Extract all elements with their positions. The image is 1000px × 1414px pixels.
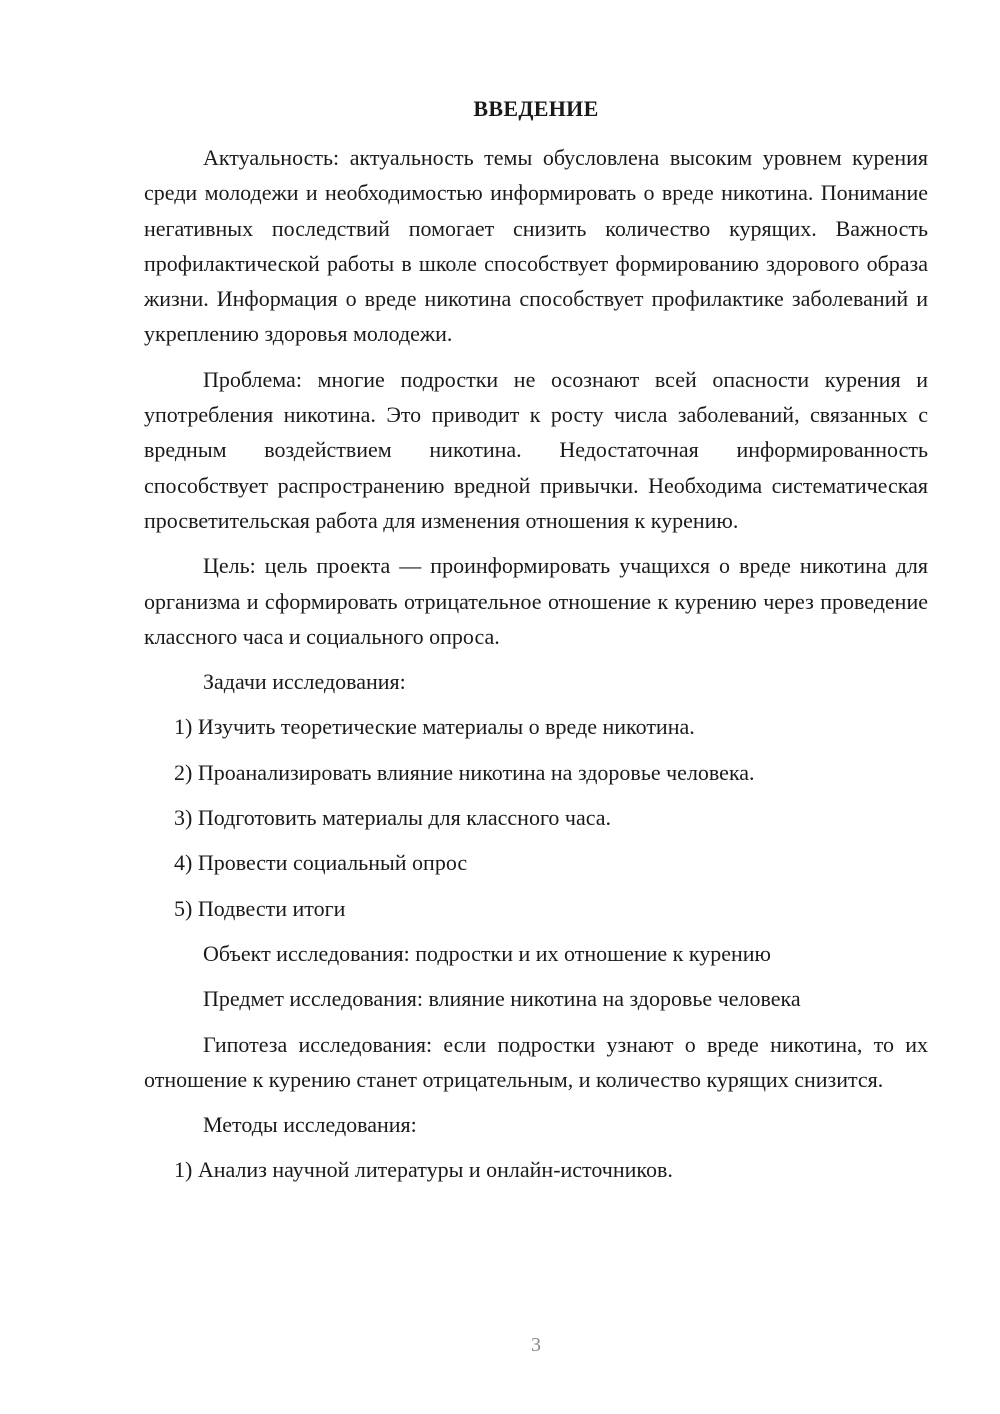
object-paragraph: Объект исследования: подростки и их отношение к курению [203, 940, 771, 966]
task-item: 5) Подвести итоги [174, 895, 346, 921]
task-item: 1) Изучить теоретические материалы о вреде никотина. [174, 714, 695, 740]
task-item: 3) Подготовить материалы для классного часа. [174, 805, 612, 831]
section-heading: ВВЕДЕНИЕ [473, 96, 599, 121]
task-item: 4) Провести социальный опрос [174, 850, 468, 876]
relevance-paragraph: Актуальность: актуальность темы обусловлена высоким уровнем курения среди молодежи и необходимостью информировать о вреде никотина. Понимание негативных последствий помогает снизить количество курящих. Важность профилактической работы в школе способствует формированию здорового образа жизни. Информация о вреде никотина способствует профилактике заболеваний и укреплению здоровья молодежи. [144, 145, 928, 347]
subject-paragraph: Предмет исследования: влияние никотина на здоровье человека [203, 986, 801, 1012]
page-number: 3 [531, 1334, 541, 1356]
task-item: 2) Проанализировать влияние никотина на здоровье человека. [174, 759, 755, 785]
methods-title: Методы исследования: [203, 1112, 417, 1138]
problem-paragraph: Проблема: многие подростки не осознают всей опасности курения и употребления никотина. Это приводит к росту числа заболеваний, связанных с вредным воздействием никотина. Недостаточная информированность способствует распространению вредной привычки. Необходима систематическая просветительская работа для изменения отношения к курению. [144, 366, 928, 533]
method-item: 1) Анализ научной литературы и онлайн-источников. [174, 1157, 673, 1183]
tasks-title: Задачи исследования: [203, 669, 406, 695]
document-body [144, 140, 928, 1198]
hypothesis-paragraph: Гипотеза исследования: если подростки узнают о вреде никотина, то их отношение к курению станет отрицательным, и количество курящих снизится. [144, 1031, 928, 1092]
goal-paragraph: Цель: цель проекта — проинформировать учащихся о вреде никотина для организма и сформировать отрицательное отношение к курению через проведение классного часа и социального опроса. [144, 553, 928, 649]
